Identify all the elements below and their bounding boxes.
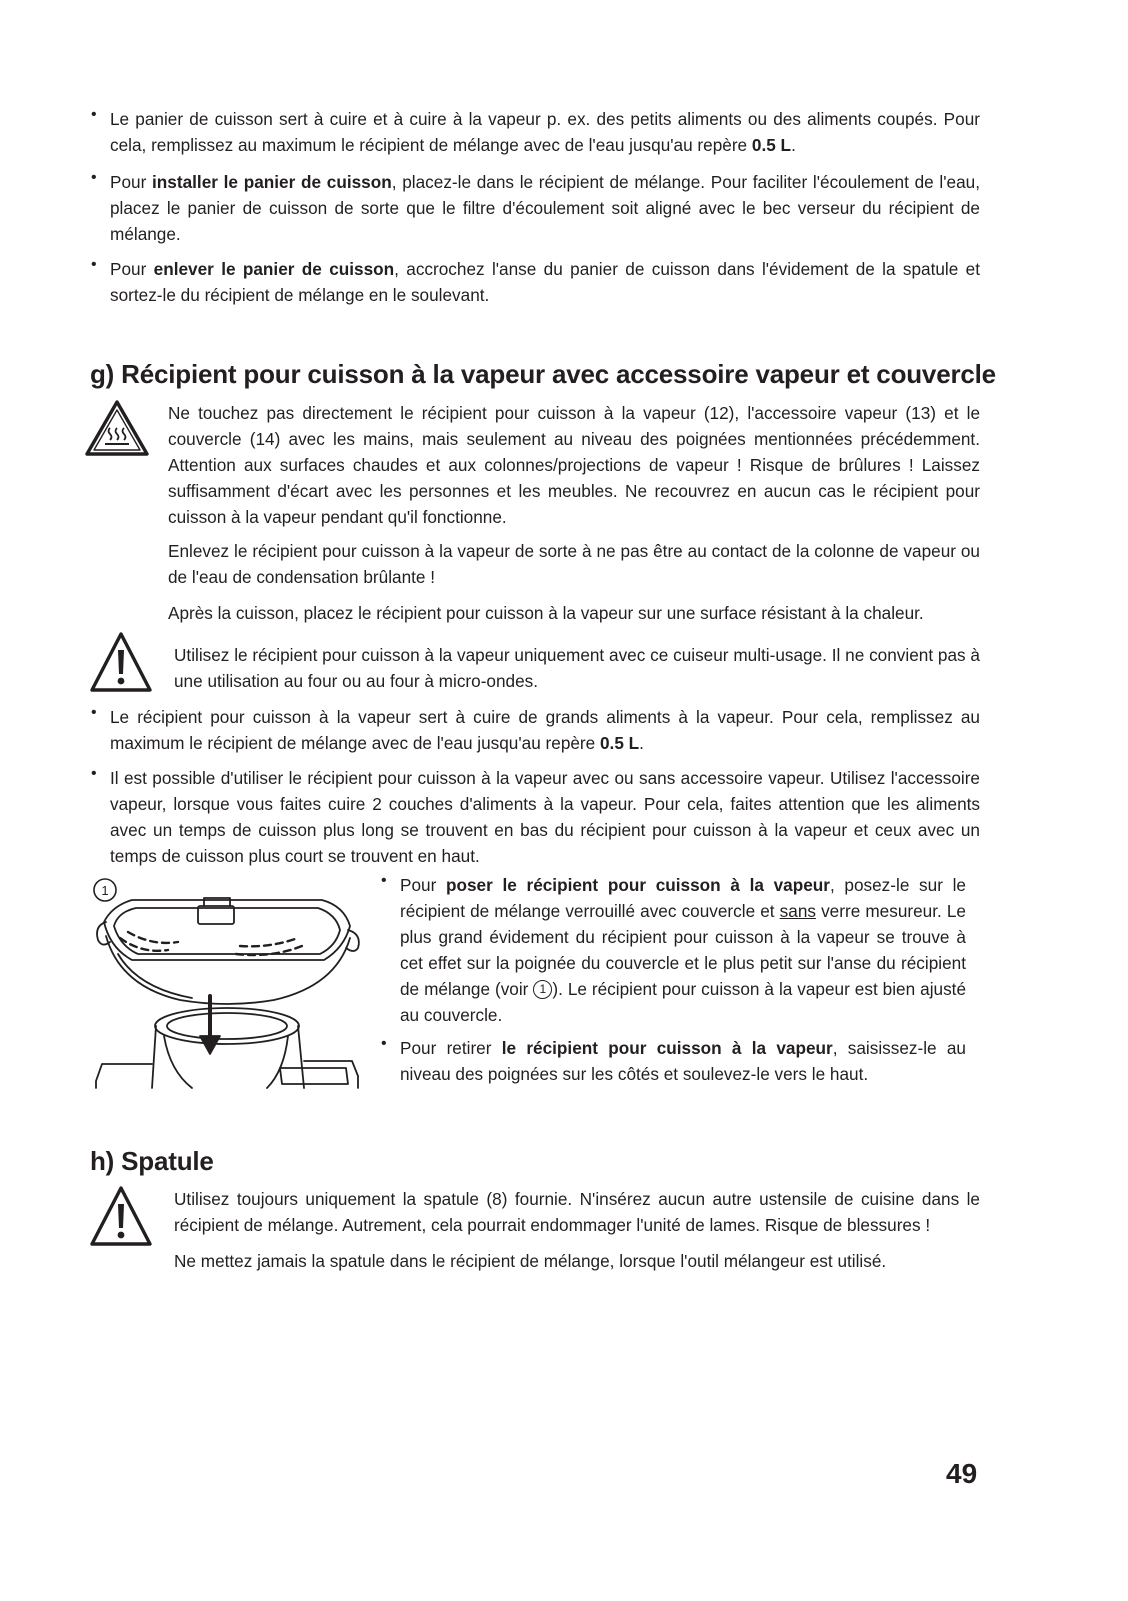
bullet-text	[400, 872, 966, 1028]
bold-text: poser le récipient pour cuisson à la vapeur	[446, 875, 830, 895]
text-run: Le panier de cuisson sert à cuire et à cuire à la vapeur p. ex. des petits aliments ou des aliments coupés. Pour cela, remplissez au maximum le récipient de mélange avec de l'eau jusqu'au repère	[110, 109, 980, 155]
text-run: verre mesureur. Le plus grand évidement du récipient pour cuisson à la vapeur se trouve à cet effet sur la poignée du couvercle et le plus petit sur l'anse du récipient de mélange (voir	[400, 901, 966, 999]
hot-warning-paragraph: Après la cuisson, placez le récipient pour cuisson à la vapeur sur une surface résistant à la chaleur.	[168, 603, 924, 623]
text-run: Pour	[400, 875, 446, 895]
caution-paragraph: Utilisez toujours uniquement la spatule (8) fournie. N'insérez aucun autre ustensile de cuisine dans le récipient de mélange. Autrement, cela pourrait endommager l'unité de lames. Risque de blessures !	[174, 1189, 980, 1235]
figure-label: 1	[101, 883, 109, 898]
bullet-text	[110, 106, 980, 158]
list-item	[381, 1035, 966, 1087]
list-item	[381, 872, 966, 1028]
caution-paragraph: Ne mettez jamais la spatule dans le récipient de mélange, lorsque l'outil mélangeur est utilisé.	[174, 1251, 887, 1271]
figure-reference: 1	[533, 980, 552, 999]
text-run: Il est possible d'utiliser le récipient pour cuisson à la vapeur avec ou sans accessoire vapeur. Utilisez l'accessoire vapeur, lorsque vous faites cuire 2 couches d'aliments à la vapeur. Pour cela, faites attention que les aliments avec un temps de cuisson plus long se trouvent en bas du récipient pour cuisson à la vapeur et ceux avec un temps de cuisson plus court se trouvent en haut.	[110, 768, 980, 866]
bullet-text	[110, 765, 980, 869]
bold-text: 0.5 L	[751, 135, 792, 155]
text-run: Pour retirer	[400, 1038, 502, 1058]
text-run: .	[639, 733, 644, 753]
list-item	[91, 256, 980, 308]
bold-text: 0.5 L	[600, 733, 640, 753]
section-heading-g: g) Récipient pour cuisson à la vapeur avec accessoire vapeur et couvercle	[90, 359, 996, 389]
bold-text: enlever le panier de cuisson	[153, 259, 395, 279]
bullet-dot: •	[381, 1035, 387, 1052]
hot-warning-paragraph: Ne touchez pas directement le récipient pour cuisson à la vapeur (12), l'accessoire vapeur (13) et le couvercle (14) avec les mains, mais seulement au niveau des poignées mentionnées précédemment. Attention aux surfaces chaudes et aux colonnes/projections de vapeur ! Risque de brûlures ! Laissez suffisamment d'écart avec les personnes et les meubles. Ne recouvrez en aucun cas le récipient pour cuisson à la vapeur pendant qu'il fonctionne.	[168, 403, 980, 527]
list-item	[91, 106, 980, 158]
list-item	[91, 704, 980, 756]
bullet-text	[110, 169, 980, 247]
bold-text: le récipient pour cuisson à la vapeur	[501, 1038, 833, 1058]
bullet-dot: •	[91, 256, 97, 273]
bullet-text	[110, 704, 980, 756]
page-number: 49	[946, 1458, 978, 1489]
list-item	[91, 765, 980, 869]
underlined-text: sans	[779, 901, 816, 921]
steamer-placement-illustration	[92, 876, 364, 1090]
bullet-dot: •	[91, 704, 97, 721]
bullet-dot: •	[91, 106, 97, 123]
text-run: Pour	[110, 259, 154, 279]
text-run: , accrochez l'anse du panier de cuisson dans l'évidement de la spatule et sortez-le du récipient de mélange en le soulevant.	[110, 259, 980, 305]
bullet-dot: •	[91, 765, 97, 782]
text-run: , placez-le dans le récipient de mélange. Pour faciliter l'écoulement de l'eau, placez le panier de cuisson de sorte que le filtre d'écoulement soit aligné avec le bec verseur du récipient de mélange.	[110, 172, 980, 244]
text-run: .	[791, 135, 796, 155]
text-run: , posez-le sur le récipient de mélange verrouillé avec couvercle et	[400, 875, 966, 921]
list-item	[91, 169, 980, 247]
bullet-dot: •	[381, 872, 387, 889]
caution-warning-icon	[88, 630, 154, 694]
section-heading-h: h) Spatule	[90, 1146, 214, 1176]
text-run: Le récipient pour cuisson à la vapeur sert à cuire de grands aliments à la vapeur. Pour cela, remplissez au maximum le récipient de mélange avec de l'eau jusqu'au repère	[110, 707, 980, 753]
text-run: , saisissez-le au niveau des poignées sur les côtés et soulevez-le vers le haut.	[400, 1038, 966, 1084]
bullet-text	[110, 256, 980, 308]
hot-surface-warning-icon	[83, 398, 151, 458]
caution-paragraph: Utilisez le récipient pour cuisson à la vapeur uniquement avec ce cuiseur multi-usage. Il ne convient pas à une utilisation au four ou au four à micro-ondes.	[174, 645, 980, 691]
hot-warning-paragraph: Enlevez le récipient pour cuisson à la vapeur de sorte à ne pas être au contact de la colonne de vapeur ou de l'eau de condensation brûlante !	[168, 541, 980, 587]
text-run: Pour	[110, 172, 153, 192]
caution-warning-icon	[88, 1184, 154, 1248]
text-run: ). Le récipient pour cuisson à la vapeur est bien ajusté au couvercle.	[400, 979, 966, 1025]
bullet-text	[400, 1035, 966, 1087]
bold-text: installer le panier de cuisson	[152, 172, 392, 192]
bullet-dot: •	[91, 169, 97, 186]
